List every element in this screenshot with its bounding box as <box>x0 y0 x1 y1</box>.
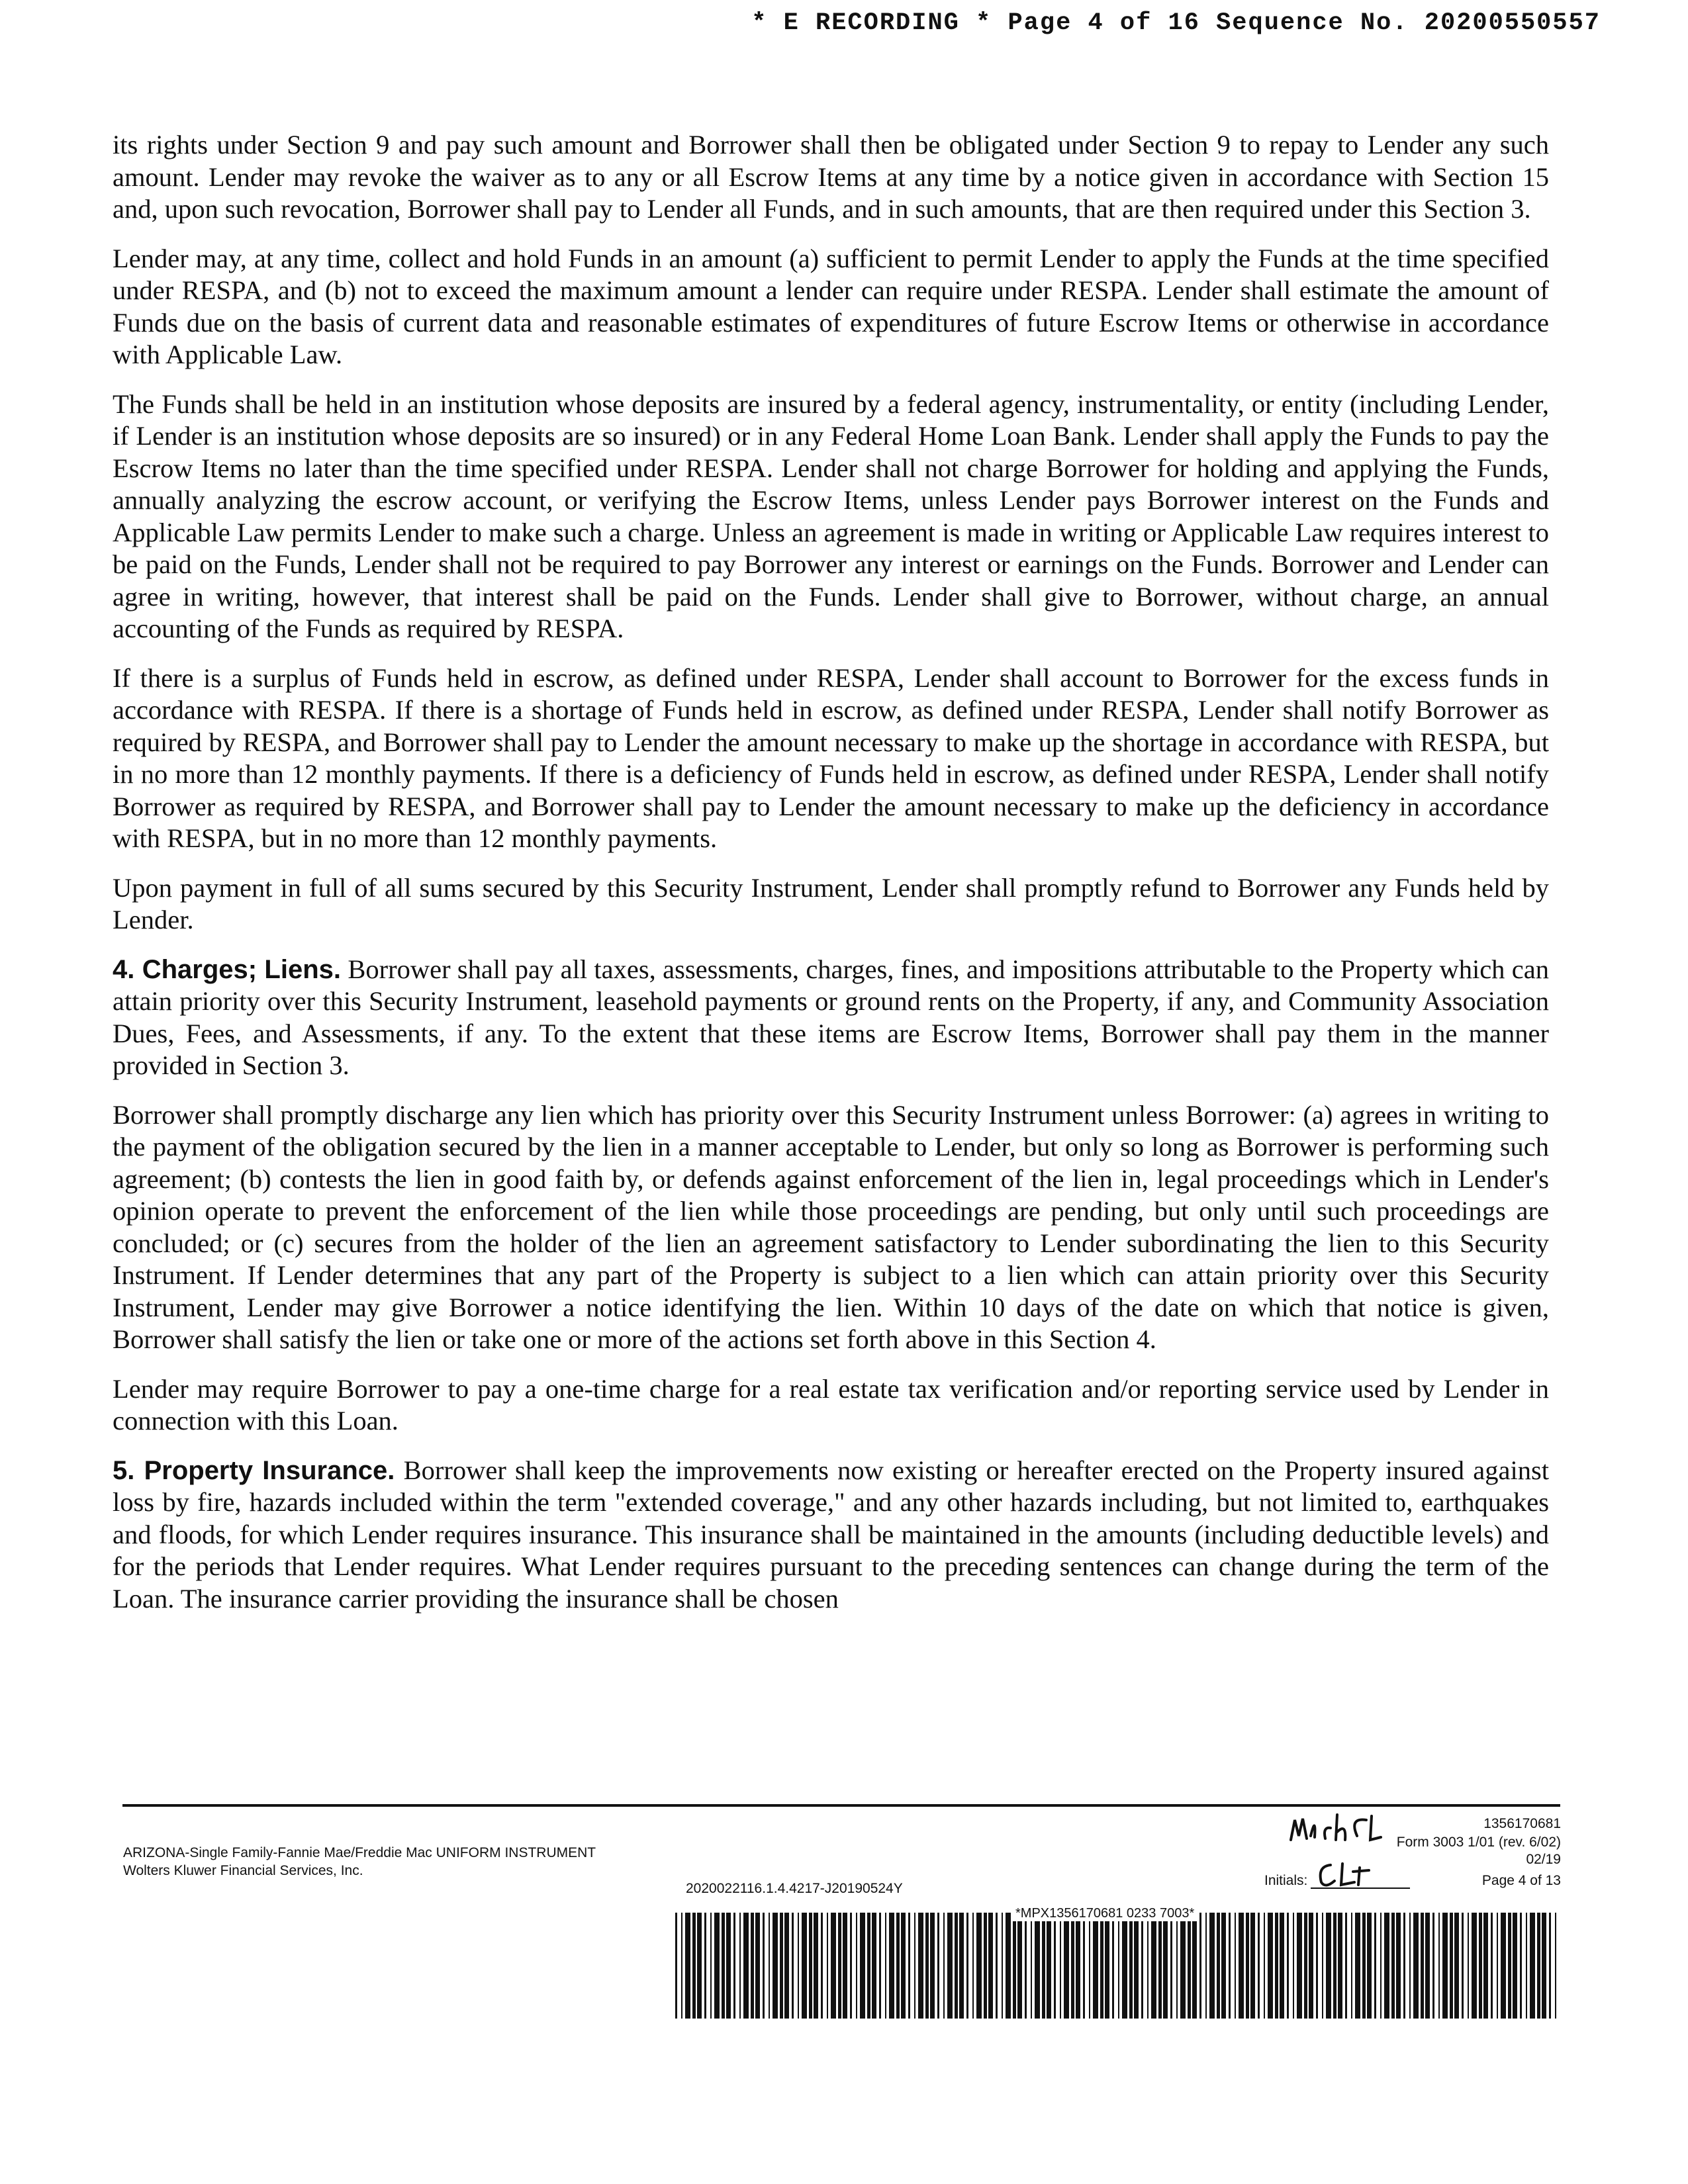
section-5-heading: 5. Property Insurance. <box>113 1455 395 1485</box>
barcode-bar <box>1002 1913 1003 2019</box>
barcode-bar <box>1246 1913 1249 2019</box>
publisher: Wolters Kluwer Financial Services, Inc. <box>123 1863 363 1878</box>
barcode-bar <box>943 1913 945 2019</box>
barcode-bar <box>1275 1913 1278 2019</box>
barcode-bar <box>1508 1913 1511 2019</box>
barcode-bar <box>1134 1913 1139 2019</box>
section-4-charges-liens <box>113 954 1549 1082</box>
form-title: ARIZONA-Single Family-Fannie Mae/Freddie Mac UNIFORM INSTRUMENT <box>123 1845 596 1860</box>
barcode-bar <box>1076 1913 1080 2019</box>
barcode-bar <box>908 1913 910 2019</box>
loan-number: 1356170681 <box>1483 1816 1561 1831</box>
barcode-bar <box>1351 1913 1352 2019</box>
barcode-bar <box>867 1913 870 2019</box>
barcode-bar <box>1209 1913 1215 2019</box>
barcode-bar <box>1333 1913 1336 2019</box>
barcode-bar <box>1170 1913 1172 2019</box>
barcode-bar <box>1147 1913 1149 2019</box>
barcode-bar <box>831 1913 836 2019</box>
barcode-bar <box>896 1913 900 2019</box>
barcode-bar <box>1199 1913 1201 2019</box>
footer-form-info <box>123 1844 596 1880</box>
paragraph-escrow-waiver: its rights under Section 9 and pay such amount and Borrower shall then be obligated under Section 9 to repay to Lender any such amount. Lender may revoke the waiver as to any or all Escrow Items at any time by a notice given in accordance with Section 15 and, upon such revocation, Borrower shall pay to Lender all Funds, and in such amounts, that are then required under this Section 3. <box>113 130 1549 224</box>
barcode-bar <box>1520 1913 1522 2019</box>
paragraph-refund: Upon payment in full of all sums secured by this Security Instrument, Lender shall promptly refund to Borrower any Funds held by Lender. <box>113 872 1549 934</box>
barcode-bar <box>914 1913 915 2019</box>
barcode-bar <box>769 1913 770 2019</box>
barcode-bar <box>763 1913 765 2019</box>
barcode-bar <box>1380 1913 1382 2019</box>
barcode-bar <box>1442 1913 1448 2019</box>
barcode-bar <box>1526 1913 1527 2019</box>
barcode-bar <box>1530 1913 1535 2019</box>
barcode-bar <box>1235 1913 1236 2019</box>
barcode-bar <box>1438 1913 1440 2019</box>
barcode-bar <box>1391 1913 1395 2019</box>
barcode-bar <box>697 1913 702 2019</box>
barcode-bar <box>1384 1913 1389 2019</box>
barcode-bar <box>710 1913 712 2019</box>
barcode-bar <box>1537 1913 1540 2019</box>
barcode-bar <box>885 1913 886 2019</box>
barcode-bar <box>1264 1913 1265 2019</box>
barcode-bar <box>1158 1913 1162 2019</box>
barcode-bar <box>1293 1913 1294 2019</box>
barcode-bar <box>1403 1913 1405 2019</box>
section-5-text: Borrower shall keep the improvements now existing or hereafter erected on the Property insured against loss by fire, hazards included within the term "extended coverage," and any other hazards including, but not limited to, earthquakes and floods, for which Lender requires insurance. This insurance shall be maintained in the amounts (including deductible levels) and for the periods that Lender requires. What Lender requires pursuant to the preceding sentences can change during the term of the Loan. The insurance carrier providing the insurance shall be chosen <box>113 1455 1550 1614</box>
barcode-bar <box>966 1913 968 2019</box>
barcode-bar <box>1338 1913 1342 2019</box>
barcode-bar <box>1280 1913 1284 2019</box>
barcode-bar <box>1163 1913 1168 2019</box>
barcode-bar <box>1042 1913 1045 2019</box>
barcode-bar <box>850 1913 852 2019</box>
barcode-bar <box>681 1913 682 2019</box>
barcode-bar <box>1083 1913 1085 2019</box>
barcode-bar <box>1450 1913 1453 2019</box>
barcode-bar <box>918 1913 923 2019</box>
barcode-bar <box>1513 1913 1517 2019</box>
section-5-property-insurance <box>113 1455 1549 1615</box>
barcode-bar <box>1129 1913 1133 2019</box>
barcode-bar <box>1006 1913 1011 2019</box>
barcode-bar <box>1432 1913 1434 2019</box>
barcode-bar <box>1217 1913 1220 2019</box>
barcode-bar <box>1112 1913 1114 2019</box>
barcode-bar <box>1013 1913 1016 2019</box>
initials-label: Initials: <box>1264 1873 1308 1888</box>
barcode-bar <box>755 1913 760 2019</box>
barcode-bar <box>814 1913 818 2019</box>
barcode-bar <box>1017 1913 1022 2019</box>
barcode-bar <box>773 1913 778 2019</box>
barcode-bar <box>1326 1913 1331 2019</box>
barcode-bar <box>675 1913 677 2019</box>
barcode-bar <box>996 1913 998 2019</box>
barcode-bar <box>1322 1913 1323 2019</box>
barcode-bar <box>1501 1913 1506 2019</box>
barcode-bar <box>1093 1913 1098 2019</box>
barcode-bar <box>1367 1913 1372 2019</box>
document-code: 2020022116.1.4.4217-J20190524Y <box>686 1881 903 1896</box>
handwritten-initials-mark <box>1316 1860 1382 1890</box>
barcode-bar <box>1421 1913 1424 2019</box>
barcode-bar <box>889 1913 894 2019</box>
form-number: Form 3003 1/01 (rev. 6/02) <box>1396 1835 1561 1850</box>
barcode-bar <box>1355 1913 1360 2019</box>
barcode-bar <box>1105 1913 1109 2019</box>
barcode-bar <box>739 1913 741 2019</box>
barcode-bar <box>1409 1913 1411 2019</box>
barcode-bar <box>1396 1913 1401 2019</box>
barcode-bar <box>1258 1913 1260 2019</box>
barcode-bar <box>1025 1913 1027 2019</box>
barcode-bar <box>1047 1913 1051 2019</box>
barcode-bar <box>1100 1913 1103 2019</box>
barcode-bar <box>827 1913 828 2019</box>
barcode-bar <box>838 1913 841 2019</box>
barcode-bar <box>1287 1913 1289 2019</box>
barcode-label: *MPX1356170681 0233 7003* <box>1013 1906 1197 1921</box>
barcode-bar <box>1413 1913 1419 2019</box>
barcode-bar <box>1425 1913 1430 2019</box>
barcode-bar <box>872 1913 876 2019</box>
barcode-bar <box>743 1913 749 2019</box>
barcode-bar <box>901 1913 906 2019</box>
barcode-bar <box>1089 1913 1090 2019</box>
barcode-bar <box>925 1913 929 2019</box>
barcode-image <box>675 1913 1562 2019</box>
barcode-bar <box>860 1913 865 2019</box>
barcode-bar <box>1555 1913 1556 2019</box>
barcode-bar <box>879 1913 881 2019</box>
barcode-bar <box>1316 1913 1318 2019</box>
barcode-bar <box>726 1913 731 2019</box>
barcode-bar <box>722 1913 725 2019</box>
barcode-bar <box>1192 1913 1197 2019</box>
barcode-bar <box>1479 1913 1482 2019</box>
barcode-bar <box>1071 1913 1074 2019</box>
section-4-heading: 4. Charges; Liens. <box>113 954 342 984</box>
barcode-bar <box>792 1913 794 2019</box>
barcode-bar <box>1205 1913 1207 2019</box>
barcode-bar <box>1229 1913 1231 2019</box>
barcode-bar <box>1031 1913 1032 2019</box>
barcode-bar <box>1118 1913 1119 2019</box>
barcode-bar <box>1054 1913 1056 2019</box>
paragraph-funds-held: The Funds shall be held in an institution whose deposits are insured by a federal agency, instrumentality, or entity (including Lender, if Lender is an institution whose deposits are so insured) or in any Federal Home Loan Bank. Lender shall apply the Funds to pay the Escrow Items no later than the time specified under RESPA. Lender shall not charge Borrower for holding and applying the Funds, annually analyzing the escrow account, or verifying the Escrow Items, unless Lender pays Borrower interest on the Funds and Applicable Law permits Lender to make such a charge. Unless an agreement is made in writing or Applicable Law requires interest to be paid on the Funds, Lender shall not be required to pay Borrower any interest or earnings on the Funds. Borrower and Lender can agree in writing, however, that interest shall be paid on the Funds. Lender shall give to Borrower, without charge, an annual accounting of the Funds as required by RESPA. <box>113 388 1549 643</box>
barcode-bar <box>1221 1913 1226 2019</box>
barcode-bar <box>1374 1913 1376 2019</box>
barcode-bar <box>1188 1913 1191 2019</box>
barcode-bar <box>809 1913 812 2019</box>
barcode-bar <box>1060 1913 1061 2019</box>
barcode-bar <box>1491 1913 1493 2019</box>
initials-row <box>1264 1868 1561 1891</box>
barcode-bar <box>984 1913 987 2019</box>
barcode-bar <box>751 1913 754 2019</box>
barcode-bar <box>1250 1913 1255 2019</box>
document-body <box>113 129 1549 1632</box>
barcode-bar <box>937 1913 939 2019</box>
barcode-bar <box>1542 1913 1546 2019</box>
barcode-bar <box>1141 1913 1143 2019</box>
barcode-bar <box>784 1913 789 2019</box>
barcode-bar <box>1297 1913 1302 2019</box>
barcode-bar <box>1122 1913 1127 2019</box>
barcode-bar <box>1304 1913 1307 2019</box>
barcode-bar <box>1309 1913 1313 2019</box>
barcode-bar <box>930 1913 935 2019</box>
barcode-bar <box>798 1913 799 2019</box>
barcode-bar <box>959 1913 964 2019</box>
barcode-bar <box>714 1913 720 2019</box>
paragraph-tax-verification: Lender may require Borrower to pay a one-time charge for a real estate tax verification and/or reporting service used by Lender in connection with this Loan. <box>113 1373 1549 1435</box>
recording-header: * E RECORDING * Page 4 of 16 Sequence No. 20200550557 <box>751 9 1601 37</box>
barcode-bar <box>1176 1913 1178 2019</box>
barcode-bar <box>1462 1913 1464 2019</box>
barcode-bar <box>1472 1913 1477 2019</box>
barcode-bar <box>802 1913 807 2019</box>
barcode-bar <box>955 1913 958 2019</box>
barcode-bar <box>704 1913 706 2019</box>
barcode-bar <box>843 1913 847 2019</box>
barcode-bar <box>1151 1913 1156 2019</box>
barcode-bar <box>692 1913 696 2019</box>
barcode-bar <box>856 1913 857 2019</box>
barcode-bar <box>1345 1913 1347 2019</box>
barcode-bar <box>1180 1913 1186 2019</box>
barcode-bar <box>1035 1913 1040 2019</box>
barcode-bar <box>1497 1913 1498 2019</box>
paragraph-surplus-shortage: If there is a surplus of Funds held in escrow, as defined under RESPA, Lender shall account to Borrower for the excess funds in accordance with RESPA. If there is a shortage of Funds held in escrow, as defined under RESPA, Lender shall notify Borrower as required by RESPA, and Borrower shall pay to Lender the amount necessary to make up the shortage in accordance with RESPA, but in no more than 12 monthly payments. If there is a deficiency of Funds held in escrow, as defined under RESPA, Lender shall notify Borrower as required by RESPA, and Borrower shall pay to Lender the amount necessary to make up the deficiency in accordance with RESPA, but in no more than 12 monthly payments. <box>113 662 1549 853</box>
barcode-bar <box>1468 1913 1469 2019</box>
barcode-bar <box>976 1913 982 2019</box>
paragraph-collect-funds: Lender may, at any time, collect and hold Funds in an amount (a) sufficient to permit Lender to apply the Funds at the time specified under RESPA, and (b) not to exceed the maximum amount a lender can require under RESPA. Lender shall estimate the amount of Funds due on the basis of current data and reasonable estimates of expenditures of future Escrow Items or otherwise in accordance with Applicable Law. <box>113 243 1549 369</box>
barcode-bar <box>1239 1913 1244 2019</box>
page-number: Page 4 of 13 <box>1481 1873 1561 1888</box>
barcode-bar <box>685 1913 690 2019</box>
section-4-text: Borrower shall pay all taxes, assessments, charges, fines, and impositions attributable to the Property which can attain priority over this Security Instrument, leasehold payments or ground rents on the Property, if any, and Community Association Dues, Fees, and Assessments, if any. To the extent that these items are Escrow Items, Borrower shall pay them in the manner provided in Section 3. <box>113 954 1549 1080</box>
paragraph-discharge-lien: Borrower shall promptly discharge any lien which has priority over this Security Instrument unless Borrower: (a) agrees in writing to the payment of the obligation secured by the lien in a manner acceptable to Lender, but only so long as Borrower is performing such agreement; (b) contests the lien in good faith by, or defends against enforcement of the lien in, legal proceedings which in Lender's opinion operate to prevent the enforcement of the lien while those proceedings are pending, but only until such proceedings are concluded; or (c) secures from the holder of the lien an agreement satisfactory to Lender subordinating the lien to this Security Instrument. If Lender determines that any part of the Property is subject to a lien which can attain priority over this Security Instrument, Lender may give Borrower a notice identifying the lien. Within 10 days of the date on which that notice is given, Borrower shall satisfy the lien or take one or more of the actions set forth above in this Section 4. <box>113 1099 1549 1354</box>
barcode-bar <box>1064 1913 1069 2019</box>
barcode-bar <box>1268 1913 1273 2019</box>
barcode-bar <box>1362 1913 1366 2019</box>
barcode-bar <box>1549 1913 1551 2019</box>
barcode-bar <box>821 1913 823 2019</box>
barcode-bar <box>988 1913 993 2019</box>
barcode-bar <box>1483 1913 1488 2019</box>
form-date: 02/19 <box>1526 1852 1561 1867</box>
barcode-bar <box>733 1913 735 2019</box>
barcode-bar <box>1454 1913 1459 2019</box>
barcode-bar <box>780 1913 783 2019</box>
barcode-bar <box>947 1913 953 2019</box>
footer-divider <box>122 1804 1560 1807</box>
barcode-bar <box>972 1913 974 2019</box>
footer-form-meta <box>1244 1809 1561 1902</box>
